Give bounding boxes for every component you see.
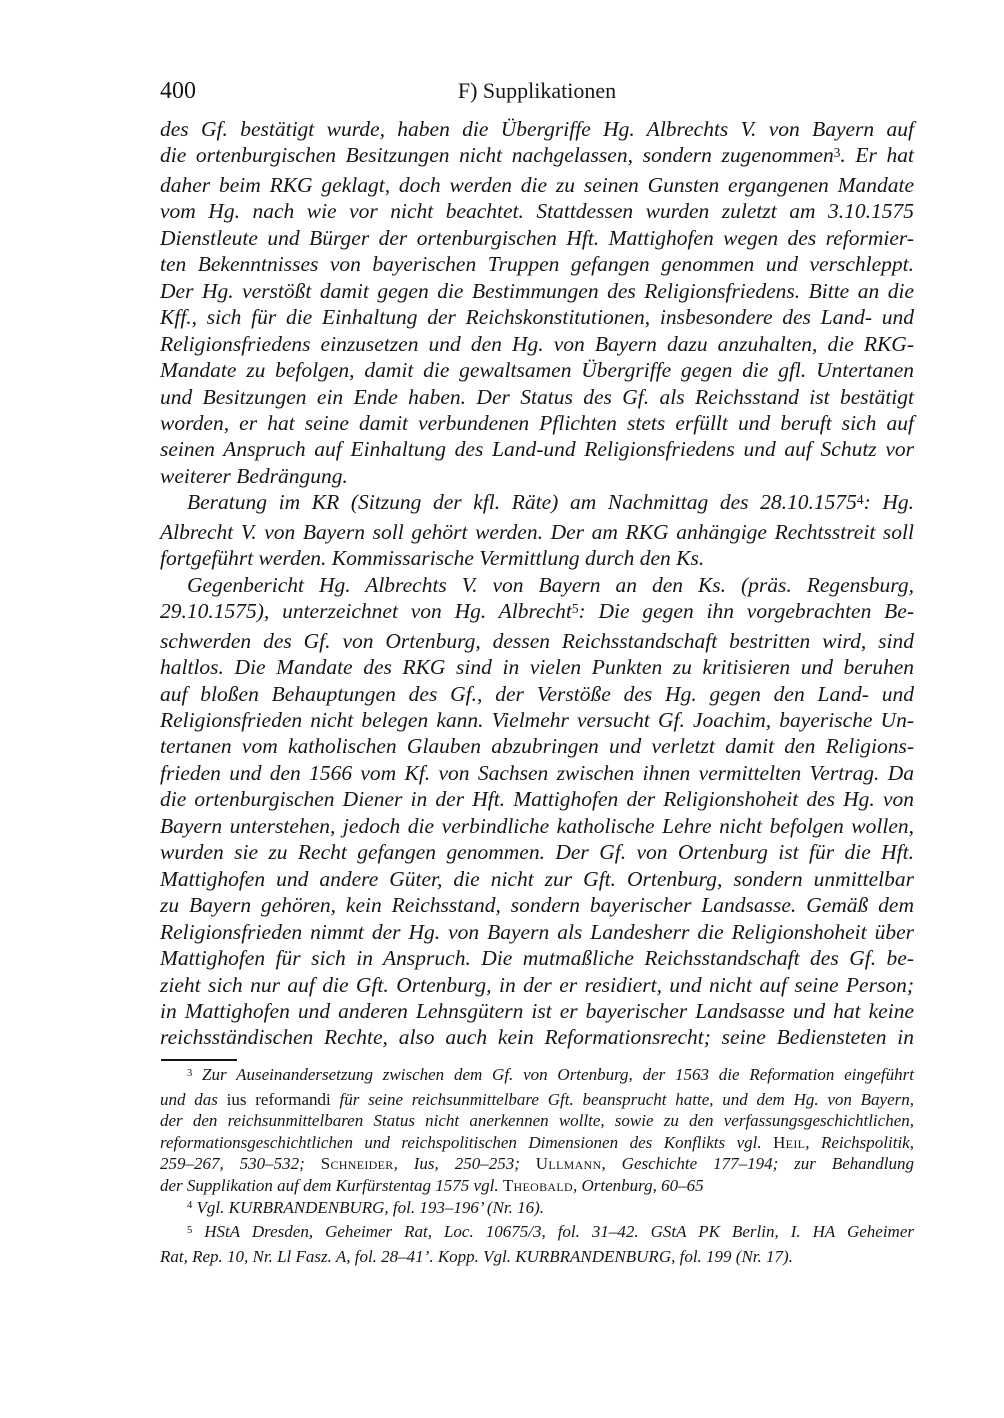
text-segment: der Supplikation auf dem Kurfürstentag 1575 vgl.	[160, 1175, 503, 1195]
text-segment: Religionsfriedens einzusetzen und den Hg. von Bayern dazu anzuhalten, die RKG-	[160, 331, 914, 356]
text-line	[160, 1246, 914, 1268]
text-line	[160, 410, 914, 436]
text-line	[160, 304, 914, 330]
text-line	[160, 598, 914, 627]
text-segment: wurden sie zu Recht gefangen genommen. Der Gf. von Ortenburg ist für die Hft.	[160, 840, 914, 865]
text-line	[160, 839, 914, 865]
text-line	[160, 116, 914, 142]
text-segment: 259–267, 530–532;	[160, 1154, 321, 1174]
page-header	[160, 78, 914, 105]
footnotes	[160, 1064, 914, 1267]
text-line	[160, 572, 914, 598]
text-segment: Dienstleute und Bürger der ortenburgischen Hft. Mattighofen wegen des reformier-	[160, 225, 914, 250]
text-line	[160, 142, 914, 171]
smallcaps-name: Heil	[773, 1132, 806, 1152]
footnote-marker: 5	[571, 600, 579, 616]
text-line	[160, 654, 914, 680]
text-line	[160, 331, 914, 357]
roman-phrase: ius reformandi	[226, 1089, 331, 1109]
text-line	[160, 760, 914, 786]
text-segment: tertanen vom katholischen Glauben abzubringen und verletzt damit den Religions-	[160, 734, 914, 759]
text-line	[160, 813, 914, 839]
text-line	[160, 1024, 914, 1050]
text-segment: zieht sich nur auf die Gft. Ortenburg, in der er residiert, und nicht auf seine Person;	[160, 972, 914, 997]
text-line	[160, 1089, 914, 1111]
text-segment: Zur Auseinandersetzung zwischen dem Gf. von Ortenburg, der 1563 die Reformation eingeführt	[192, 1065, 914, 1084]
smallcaps-name: Theobald	[502, 1175, 573, 1195]
text-segment: für seine reichsunmittelbare Gft. beansprucht hatte, und dem Hg. von Bayern,	[330, 1089, 915, 1109]
text-segment: : Hg.	[863, 490, 915, 515]
page-number: 400	[160, 78, 196, 104]
smallcaps-name: Ullmann	[535, 1154, 602, 1174]
smallcaps-name: Schneider	[320, 1154, 394, 1174]
text-segment: die ortenburgischen Diener in der Hft. Mattighofen der Religionshoheit des Hg. von	[160, 787, 914, 812]
text-segment: des Gf. bestätigt wurde, haben die Übergriffe Hg. Albrechts V. von Bayern auf	[160, 117, 914, 141]
text-line	[160, 463, 914, 489]
text-line	[160, 1132, 914, 1154]
text-segment: Beratung im KR (Sitzung der kfl. Räte) am Nachmittag des 28.10.1575	[187, 490, 857, 515]
text-segment: reformationsgeschichtlichen und reichspolitischen Dimensionen des Konflikts vgl.	[160, 1132, 774, 1152]
text-line	[160, 866, 914, 892]
text-line	[160, 436, 914, 462]
text-segment: reichsständischen Rechte, also auch kein Reformationsrecht; seine Bediensteten in	[160, 1025, 914, 1050]
text-line	[160, 733, 914, 759]
text-segment: , Reichspolitik,	[805, 1132, 914, 1152]
text-segment: schwerden des Gf. von Ortenburg, dessen Reichsstandschaft bestritten wird, sind	[160, 628, 914, 653]
text-segment: Albrecht V. von Bayern soll gehört werden. Der am RKG anhängige Rechtsstreit soll	[160, 519, 914, 544]
text-segment: . Er hat	[840, 143, 914, 168]
text-segment: in Mattighofen und anderen Lehnsgütern ist er bayerischer Landsasse und hat keine	[160, 998, 914, 1023]
text-segment: : Die gegen ihn vorgebrachten Be-	[578, 599, 914, 624]
text-segment: die ortenburgischen Besitzungen nicht nachgelassen, sondern zugenommen	[160, 143, 834, 168]
footnote-marker: 4	[187, 1200, 193, 1212]
text-line	[160, 1197, 914, 1222]
text-line	[160, 1110, 914, 1132]
text-line	[160, 892, 914, 918]
text-line	[160, 545, 914, 571]
running-title: F) Supplikationen	[457, 78, 617, 103]
text-segment: Vgl. KURBRANDENBURG, fol. 193–196’ (Nr. 16).	[192, 1197, 545, 1217]
text-line	[160, 357, 914, 383]
text-segment: Mattighofen für sich in Anspruch. Die mutmaßliche Reichsstandschaft des Gf. be-	[160, 946, 914, 971]
text-segment: Bayern unterstehen, jedoch die verbindliche katholische Lehre nicht befolgen wollen,	[160, 813, 914, 838]
text-segment: Religionsfrieden nicht belegen kann. Vielmehr versucht Gf. Joachim, bayerische Un-	[160, 707, 914, 732]
text-line	[160, 1064, 914, 1089]
text-line	[160, 198, 914, 224]
text-segment: Der Hg. verstößt damit gegen die Bestimmungen des Religionsfriedens. Bitte an die	[160, 278, 914, 303]
text-segment: , Ortenburg, 60–65	[572, 1175, 704, 1195]
text-segment: ten Bekenntnisses von bayerischen Truppen gefangen genommen und verschleppt.	[160, 252, 914, 277]
text-line	[160, 384, 914, 410]
text-line	[160, 972, 914, 998]
text-segment: frieden und den 1566 vom Kf. von Sachsen zwischen ihnen vermittelten Vertrag. Da	[160, 760, 914, 785]
text-segment: Mandate zu befolgen, damit die gewaltsamen Übergriffe gegen die gfl. Untertanen	[160, 358, 914, 383]
text-segment: weiterer Bedrängung.	[160, 463, 348, 488]
footnote-separator	[161, 1059, 237, 1061]
body-text	[160, 116, 914, 1051]
text-line	[160, 172, 914, 198]
text-line	[160, 628, 914, 654]
text-segment: und das	[160, 1089, 227, 1109]
text-segment: Gegenbericht Hg. Albrechts V. von Bayern an den Ks. (präs. Regensburg,	[187, 572, 914, 597]
text-line	[160, 251, 914, 277]
text-segment: zu Bayern gehören, kein Reichsstand, sondern bayerischer Landsasse. Gemäß dem	[160, 893, 914, 918]
text-line	[160, 225, 914, 251]
footnote-marker: 3	[187, 1067, 193, 1079]
text-line	[160, 1175, 914, 1197]
text-line	[160, 945, 914, 971]
text-line	[160, 519, 914, 545]
text-line	[160, 489, 914, 518]
text-segment: 29.10.1575), unterzeichnet von Hg. Albrecht	[160, 599, 572, 624]
footnote-marker: 3	[833, 144, 841, 160]
text-line	[160, 707, 914, 733]
text-segment: fortgeführt werden. Kommissarische Vermittlung durch den Ks.	[160, 546, 705, 571]
text-segment: seinen Anspruch auf Einhaltung des Land-und Religionsfriedens und auf Schutz vor	[160, 437, 914, 462]
text-segment: worden, er hat seine damit verbundenen Pflichten stets erfüllt und beruft sich auf	[160, 410, 914, 435]
text-line	[160, 681, 914, 707]
text-segment: auf bloßen Behauptungen des Gf., der Verstöße des Hg. gegen den Land- und	[160, 681, 914, 706]
text-line	[160, 1221, 914, 1246]
text-line	[160, 278, 914, 304]
text-segment: Rat, Rep. 10, Nr. Ll Fasz. A, fol. 28–41’. Kopp. Vgl. KURBRANDENBURG, fol. 199 (Nr. 17).	[160, 1246, 793, 1266]
text-segment: HStA Dresden, Geheimer Rat, Loc. 10675/3, fol. 31–42. GStA PK Berlin, I. HA Geheimer	[192, 1222, 914, 1242]
text-line	[160, 1153, 914, 1175]
footnote-marker: 4	[856, 491, 864, 507]
text-segment: Kff., sich für die Einhaltung der Reichskonstitutionen, insbesondere des Land- und	[160, 305, 914, 330]
text-segment: und Besitzungen ein Ende haben. Der Status des Gf. als Reichsstand ist bestätigt	[160, 384, 914, 409]
text-segment: der den reichsunmittelbaren Status nicht anerkennen wollte, sowie zu den verfassungsgeschichtlichen,	[160, 1111, 914, 1131]
text-segment: daher beim RKG geklagt, doch werden die zu seinen Gunsten ergangenen Mandate	[160, 172, 914, 197]
text-segment: haltlos. Die Mandate des RKG sind in vielen Punkten zu kritisieren und beruhen	[160, 655, 914, 680]
footnote-marker: 5	[187, 1224, 193, 1236]
text-segment: vom Hg. nach wie vor nicht beachtet. Stattdessen wurden zuletzt am 3.10.1575	[160, 199, 914, 224]
text-segment: Religionsfrieden nimmt der Hg. von Bayern als Landesherr die Religionshoheit über	[160, 919, 914, 944]
text-line	[160, 998, 914, 1024]
text-segment: , Ius, 250–253;	[393, 1154, 536, 1174]
text-segment: , Geschichte 177–194; zur Behandlung	[601, 1154, 914, 1174]
text-segment: Mattighofen und andere Güter, die nicht zur Gft. Ortenburg, sondern unmittelbar	[160, 866, 914, 891]
text-line	[160, 786, 914, 812]
text-line	[160, 919, 914, 945]
